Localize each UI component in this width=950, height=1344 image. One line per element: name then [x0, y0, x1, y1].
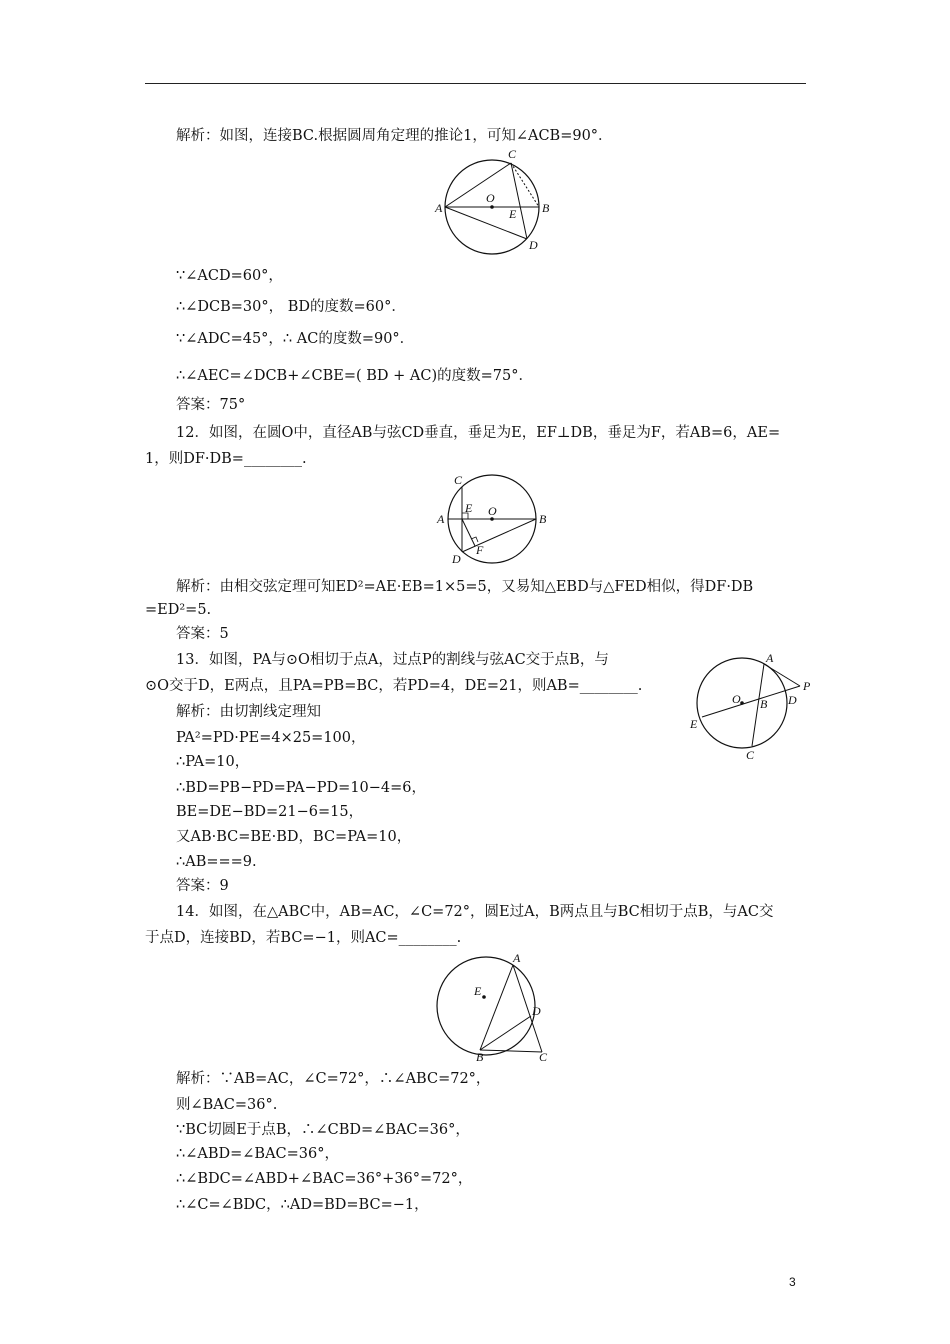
text-line: 又AB·BC=BE·BD，BC=PA=10，	[176, 829, 412, 845]
figure-circle-2	[430, 470, 555, 570]
label-b: B	[542, 201, 550, 215]
text-line: 则∠BAC=36°.	[176, 1097, 278, 1113]
text-line: 于点D，连接BD，若BC=−1，则AC=________.	[145, 930, 462, 946]
figure-circle-4	[430, 950, 560, 1065]
text-line: 13．如图，PA与⊙O相切于点A，过点P的割线与弦AC交于点B，与	[176, 652, 609, 668]
text-line: 解析：∵AB=AC，∠C=72°，∴∠ABC=72°，	[176, 1071, 491, 1087]
text-line: ∴∠DCB=30°， BD的度数=60°．	[176, 299, 406, 315]
label-e: E	[509, 207, 517, 221]
label-e: E	[690, 717, 698, 731]
text-line: ∵∠ACD=60°，	[176, 268, 283, 284]
text-line: 1，则DF·DB=________.	[145, 451, 307, 467]
label-a: A	[766, 651, 774, 665]
label-d: D	[452, 552, 461, 566]
label-c: C	[508, 147, 517, 161]
text-line: 答案：9	[176, 878, 229, 894]
text-line: 14．如图，在△ABC中，AB=AC，∠C=72°，圆E过A，B两点且与BC相切于点B，与AC交	[176, 904, 774, 920]
text-line: 解析：由相交弦定理可知ED²=AE·EB=1×5=5，又易知△EBD与△FED相似，得DF·DB	[176, 579, 754, 595]
text-line: ∵BC切圆E于点B，∴∠CBD=∠BAC=36°，	[176, 1122, 470, 1138]
text-line: =ED²=5.	[145, 602, 212, 618]
label-c: C	[539, 1050, 548, 1064]
label-b: B	[539, 512, 547, 526]
page-number: 3	[789, 1275, 796, 1289]
text-line: BE=DE−BD=21−6=15，	[176, 804, 364, 820]
text-line: ∴∠C=∠BDC，∴AD=BD=BC=−1，	[176, 1197, 429, 1213]
label-d: D	[788, 693, 797, 707]
figure-circle-1	[425, 143, 555, 255]
figure-circle-3	[682, 648, 822, 763]
text-line: ∴AB===9.	[176, 854, 257, 870]
text-line: ∴∠BDC=∠ABD+∠BAC=36°+36°=72°，	[176, 1171, 473, 1187]
label-o: O	[488, 504, 497, 518]
text-line: 解析：如图，连接BC.根据圆周角定理的推论1，可知∠ACB=90°．	[176, 128, 613, 144]
label-e: E	[465, 501, 473, 515]
text-line: ∵∠ADC=45°，∴ AC的度数=90°．	[176, 331, 415, 347]
label-c: C	[454, 473, 463, 487]
label-c: C	[746, 748, 755, 762]
label-b: B	[476, 1050, 484, 1064]
text-line: 12．如图，在圆O中，直径AB与弦CD垂直，垂足为E，EF⊥DB，垂足为F，若AB=6，AE=	[176, 425, 781, 441]
label-b: B	[760, 697, 768, 711]
label-d: D	[529, 238, 538, 252]
label-a: A	[437, 512, 445, 526]
text-line: ∴BD=PB−PD=PA−PD=10−4=6，	[176, 780, 427, 796]
label-p: P	[803, 679, 811, 693]
text-line: ∴PA=10，	[176, 754, 250, 770]
label-f: F	[476, 543, 484, 557]
text-line: PA²=PD·PE=4×25=100，	[176, 730, 366, 746]
header-rule	[145, 83, 806, 84]
text-line: ⊙O交于D，E两点，且PA=PB=BC，若PD=4，DE=21，则AB=________.	[145, 678, 643, 694]
text-line: 解析：由切割线定理知	[176, 704, 321, 720]
label-a: A	[435, 201, 443, 215]
text-line: 答案：75°	[176, 397, 246, 413]
label-a: A	[513, 951, 521, 965]
label-o: O	[486, 191, 495, 205]
label-e: E	[474, 984, 482, 998]
text-line: 答案：5	[176, 626, 229, 642]
text-line: ∴∠ABD=∠BAC=36°，	[176, 1146, 339, 1162]
label-d: D	[532, 1004, 541, 1018]
text-line: ∴∠AEC=∠DCB+∠CBE=( BD + AC)的度数=75°．	[176, 368, 533, 384]
label-o: O	[732, 692, 741, 706]
